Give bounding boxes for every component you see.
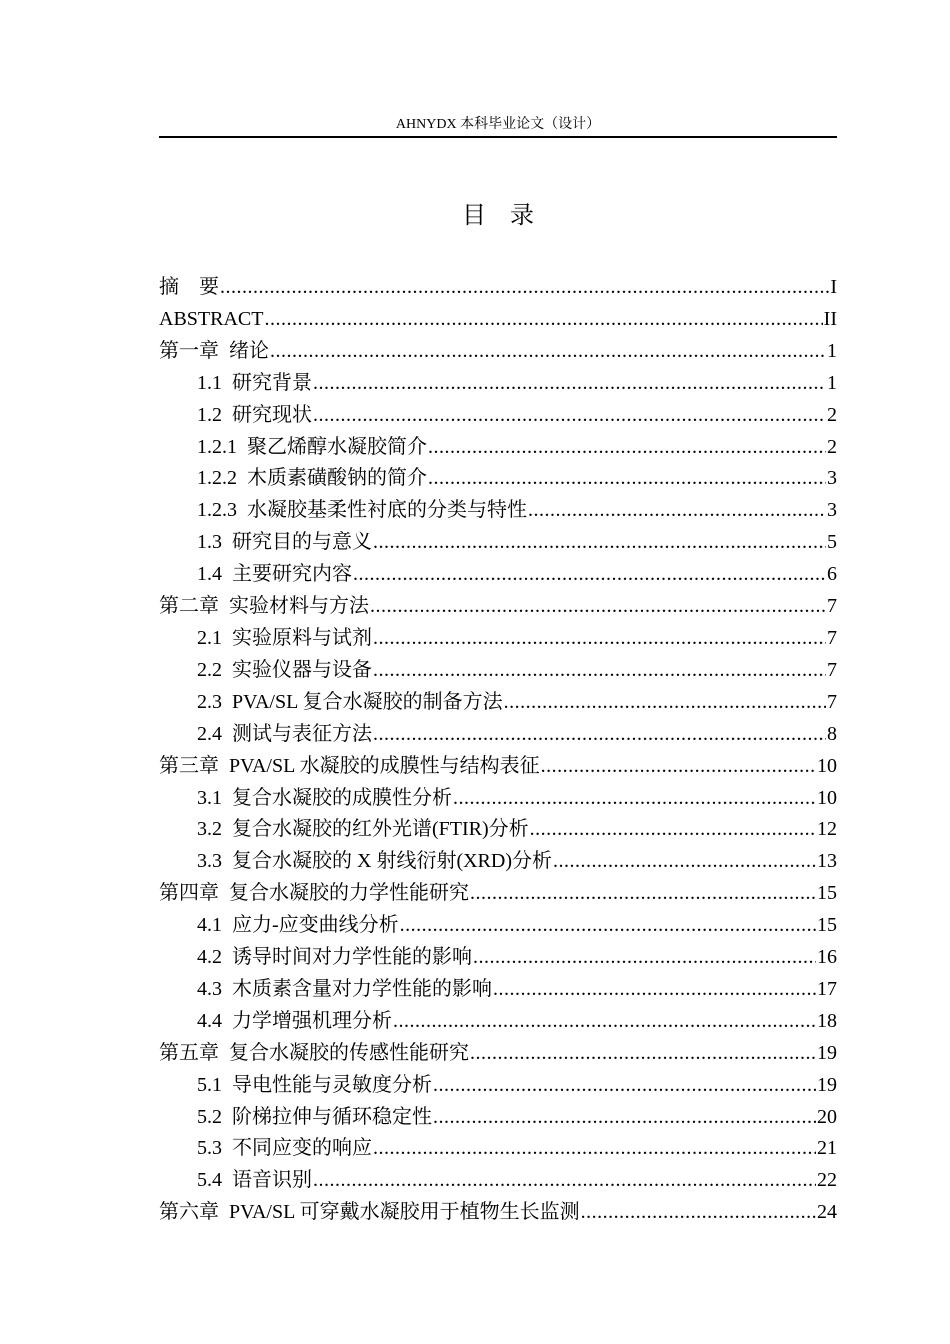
toc-entry-label: 1.4 主要研究内容 (197, 563, 352, 586)
toc-dot-leader (373, 1133, 816, 1165)
toc-title: 目 录 (462, 203, 534, 229)
toc-dot-leader (220, 272, 829, 304)
toc-entry-page-number: 7 (827, 626, 837, 649)
toc-entry[interactable] (159, 495, 837, 527)
toc-dot-leader (393, 1006, 816, 1038)
toc-dot-leader (313, 368, 826, 400)
toc-entry[interactable] (159, 527, 837, 559)
toc-dot-leader (453, 783, 816, 815)
toc-entry-label: 5.1 导电性能与灵敏度分析 (197, 1073, 432, 1096)
toc-entry-page-number: 15 (817, 914, 837, 937)
toc-entry[interactable] (159, 878, 837, 910)
toc-entry-page-number: 12 (817, 818, 837, 841)
toc-entry-page-number: 8 (827, 722, 837, 745)
toc-entry-label: 1.2.2 木质素磺酸钠的简介 (197, 467, 427, 490)
toc-entry-label: 第四章 复合水凝胶的力学性能研究 (159, 882, 469, 905)
toc-entry-page-number: 24 (817, 1201, 837, 1224)
toc-entry-label: 1.2.3 水凝胶基柔性衬底的分类与特性 (197, 499, 527, 522)
toc-entry-label: 4.2 诱导时间对力学性能的影响 (197, 946, 472, 969)
toc-dot-leader (493, 974, 816, 1006)
toc-entry[interactable] (159, 1006, 837, 1038)
toc-entry-page-number: 13 (817, 850, 837, 873)
toc-dot-leader (428, 463, 826, 495)
toc-dot-leader (553, 846, 816, 878)
toc-dot-leader (370, 591, 826, 623)
toc-entry[interactable] (159, 751, 837, 783)
toc-dot-leader (373, 623, 826, 655)
toc-entry-page-number: 1 (827, 339, 837, 362)
toc-entry-label: 1.3 研究目的与意义 (197, 531, 372, 554)
toc-dot-leader (373, 719, 826, 751)
toc-entry-label: 第一章 绪论 (159, 339, 269, 362)
toc-dot-leader (400, 910, 816, 942)
toc-dot-leader (541, 751, 816, 783)
toc-entry-page-number: 21 (817, 1137, 837, 1160)
toc-entry-page-number: 19 (817, 1073, 837, 1096)
table-of-contents (159, 272, 837, 1229)
toc-entry-page-number: 17 (817, 977, 837, 1000)
toc-entry[interactable] (159, 623, 837, 655)
toc-entry[interactable] (159, 1133, 837, 1165)
toc-entry-page-number: 18 (817, 1009, 837, 1032)
toc-entry-page-number: 10 (817, 754, 837, 777)
toc-entry-page-number: 22 (817, 1169, 837, 1192)
toc-entry[interactable] (159, 687, 837, 719)
toc-entry[interactable] (159, 432, 837, 464)
toc-entry[interactable] (159, 719, 837, 751)
toc-entry[interactable] (159, 1102, 837, 1134)
toc-entry[interactable] (159, 591, 837, 623)
toc-entry-label: 3.3 复合水凝胶的 X 射线衍射(XRD)分析 (197, 850, 552, 873)
toc-entry-label: 摘 要 (159, 276, 219, 298)
running-header: AHNYDX 本科毕业论文（设计） (395, 117, 601, 132)
toc-entry[interactable] (159, 655, 837, 687)
toc-entry-page-number: 3 (827, 467, 837, 490)
toc-entry[interactable] (159, 974, 837, 1006)
toc-entry-page-number: 1 (827, 371, 837, 394)
toc-entry-page-number: 16 (817, 946, 837, 969)
toc-entry-page-number: 5 (827, 531, 837, 554)
toc-entry-label: 第三章 PVA/SL 水凝胶的成膜性与结构表征 (159, 754, 540, 777)
toc-entry-label: 1.1 研究背景 (197, 371, 312, 394)
toc-entry-page-number: 15 (817, 882, 837, 905)
toc-entry-page-number: 20 (817, 1105, 837, 1128)
toc-entry[interactable] (159, 1197, 837, 1229)
toc-dot-leader (470, 878, 816, 910)
toc-entry[interactable] (159, 1038, 837, 1070)
toc-entry[interactable] (159, 846, 837, 878)
toc-entry[interactable] (159, 814, 837, 846)
toc-dot-leader (373, 527, 826, 559)
toc-dot-leader (528, 495, 826, 527)
toc-dot-leader (264, 304, 822, 336)
toc-entry-label: 1.2.1 聚乙烯醇水凝胶简介 (197, 435, 427, 458)
toc-entry-label: ABSTRACT (159, 307, 264, 330)
toc-dot-leader (313, 1165, 816, 1197)
toc-dot-leader (313, 400, 826, 432)
toc-entry-label: 2.1 实验原料与试剂 (197, 626, 372, 649)
toc-dot-leader (504, 687, 826, 719)
toc-entry[interactable] (159, 1165, 837, 1197)
toc-entry-page-number: 2 (827, 403, 837, 426)
toc-dot-leader (433, 1102, 816, 1134)
toc-dot-leader (373, 655, 826, 687)
toc-entry-label: 2.3 PVA/SL 复合水凝胶的制备方法 (197, 690, 503, 713)
toc-dot-leader (473, 942, 816, 974)
toc-entry-page-number: 19 (817, 1041, 837, 1064)
toc-dot-leader (428, 432, 826, 464)
header-rule (159, 136, 837, 138)
toc-entry-label: 5.4 语音识别 (197, 1169, 312, 1192)
toc-dot-leader (470, 1038, 816, 1070)
toc-entry[interactable] (159, 559, 837, 591)
toc-dot-leader (433, 1070, 816, 1102)
toc-entry-page-number: 7 (827, 690, 837, 713)
toc-entry[interactable] (159, 304, 837, 336)
toc-entry-label: 2.2 实验仪器与设备 (197, 658, 372, 681)
toc-entry-page-number: 3 (827, 499, 837, 522)
toc-entry-label: 4.1 应力-应变曲线分析 (197, 914, 399, 937)
toc-dot-leader (353, 559, 826, 591)
toc-entry-label: 4.3 木质素含量对力学性能的影响 (197, 977, 492, 1000)
toc-entry[interactable] (159, 942, 837, 974)
toc-entry-label: 5.2 阶梯拉伸与循环稳定性 (197, 1105, 432, 1128)
toc-entry-page-number: 6 (827, 563, 837, 586)
toc-entry-label: 2.4 测试与表征方法 (197, 722, 372, 745)
toc-entry-page-number: I (830, 276, 837, 298)
toc-entry[interactable] (159, 368, 837, 400)
toc-entry-label: 3.2 复合水凝胶的红外光谱(FTIR)分析 (197, 818, 529, 841)
toc-entry-label: 第六章 PVA/SL 可穿戴水凝胶用于植物生长监测 (159, 1201, 580, 1224)
toc-entry-page-number: II (823, 307, 837, 330)
toc-entry[interactable] (159, 272, 837, 304)
toc-entry-page-number: 10 (817, 786, 837, 809)
toc-entry-label: 4.4 力学增强机理分析 (197, 1009, 392, 1032)
toc-entry[interactable] (159, 463, 837, 495)
toc-entry-label: 5.3 不同应变的响应 (197, 1137, 372, 1160)
toc-entry-label: 第二章 实验材料与方法 (159, 595, 369, 618)
toc-dot-leader (581, 1197, 816, 1229)
toc-entry[interactable] (159, 910, 837, 942)
toc-entry-page-number: 7 (827, 658, 837, 681)
toc-entry-page-number: 2 (827, 435, 837, 458)
toc-dot-leader (530, 814, 816, 846)
toc-entry[interactable] (159, 336, 837, 368)
toc-entry-page-number: 7 (827, 595, 837, 618)
toc-entry[interactable] (159, 1070, 837, 1102)
toc-entry-label: 第五章 复合水凝胶的传感性能研究 (159, 1041, 469, 1064)
toc-dot-leader (270, 336, 826, 368)
toc-entry-label: 1.2 研究现状 (197, 403, 312, 426)
toc-entry-label: 3.1 复合水凝胶的成膜性分析 (197, 786, 452, 809)
toc-entry[interactable] (159, 400, 837, 432)
toc-entry[interactable] (159, 783, 837, 815)
